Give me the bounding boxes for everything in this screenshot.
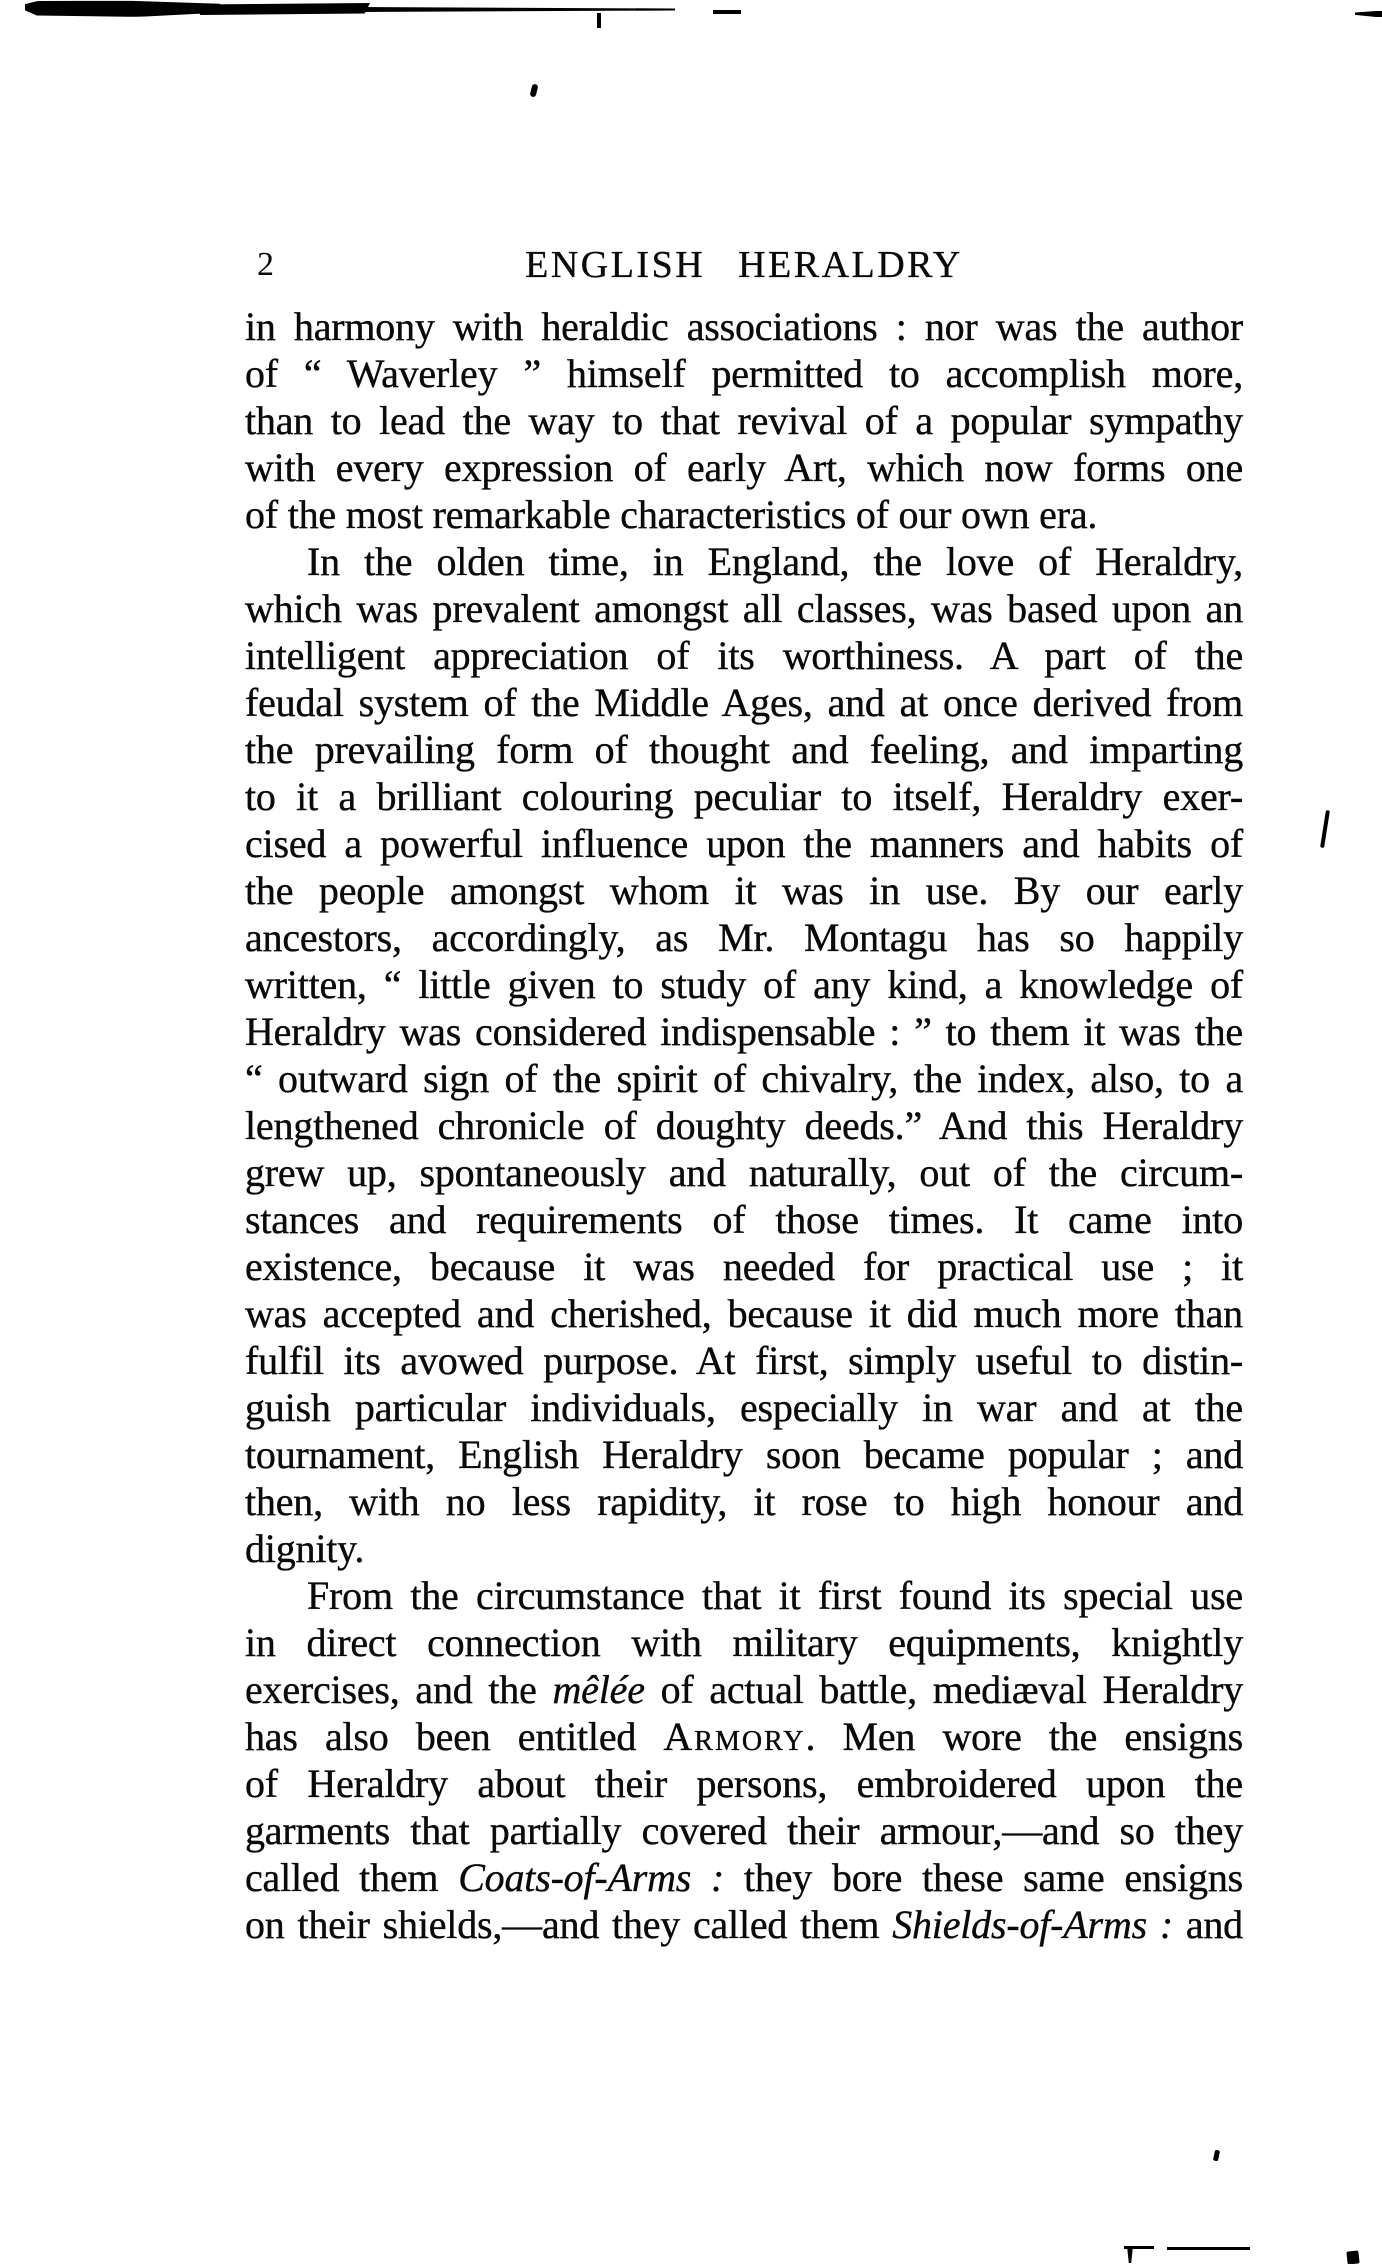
scan-artifact-bottom-line <box>1167 2247 1250 2250</box>
body-text: to it a brilliant colouring peculiar to itself, Heraldry exer- <box>245 774 1243 819</box>
text-line <box>245 1854 1243 1901</box>
body-text: called them <box>245 1855 459 1900</box>
body-text: in harmony with heraldic associations : nor was the author <box>245 304 1243 349</box>
body-text: they bore these same ensigns <box>724 1855 1243 1900</box>
scan-artifact-margin-stroke <box>1320 810 1330 848</box>
text-line <box>245 1619 1243 1666</box>
text-line <box>245 538 1243 585</box>
body-text: which was prevalent amongst all classes, was based upon an <box>245 586 1243 631</box>
page-title: ENGLISH HERALDRY <box>525 244 963 286</box>
body-text: feudal system of the Middle Ages, and at once derived from <box>245 680 1243 725</box>
text-line <box>245 1901 1243 1948</box>
body-text: tournament, English Heraldry soon became popular ; and <box>245 1432 1243 1477</box>
body-text: of Heraldry about their persons, embroidered upon the <box>245 1761 1243 1806</box>
text-line <box>245 1713 1243 1760</box>
body-text: of “ Waverley ” himself permitted to accomplish more, <box>245 351 1243 396</box>
body-text: of the most remarkable characteristics of our own era. <box>245 492 1098 537</box>
text-line <box>245 961 1243 1008</box>
page-number: 2 <box>257 246 274 283</box>
body-text: intelligent appreciation of its worthiness. A part of the <box>245 633 1243 678</box>
smallcaps-text: Armory <box>663 1714 806 1759</box>
text-line <box>245 1478 1243 1525</box>
text-line <box>245 726 1243 773</box>
body-text: with every expression of early Art, which now forms one <box>245 445 1243 490</box>
scan-artifact-bottom-t-stem <box>1127 2246 1133 2263</box>
text-line <box>245 1666 1243 1713</box>
body-text: From the circumstance that it first found its special use <box>307 1573 1243 1618</box>
body-text: garments that partially covered their armour,—and so they <box>245 1808 1243 1853</box>
italic-text: mêlée <box>552 1667 645 1712</box>
body-text: . Men wore the ensigns <box>805 1714 1243 1759</box>
text-line <box>245 632 1243 679</box>
body-text: in direct connection with military equipments, knightly <box>245 1620 1243 1665</box>
body-text: written, “ little given to study of any kind, a knowledge of <box>245 962 1243 1007</box>
scan-artifact-top-line <box>360 7 675 12</box>
text-line <box>245 1196 1243 1243</box>
body-text: In the olden time, in England, the love of Heraldry, <box>307 539 1243 584</box>
italic-text: Shields-of-Arms : <box>892 1902 1173 1947</box>
scan-artifact-top-speck <box>530 83 539 97</box>
text-line <box>245 1290 1243 1337</box>
text-line <box>245 350 1243 397</box>
scan-artifact-bottom-blob <box>1346 2250 1359 2264</box>
body-text: of actual battle, mediæval Heraldry <box>644 1667 1243 1712</box>
body-text: Heraldry was considered indispensable : ” to them it was the <box>245 1009 1243 1054</box>
scan-artifact-top-bar-left <box>25 0 220 18</box>
body-text: the prevailing form of thought and feeling, and imparting <box>245 727 1243 772</box>
body-text: than to lead the way to that revival of a popular sympathy <box>245 398 1243 443</box>
text-line <box>245 1760 1243 1807</box>
paragraph <box>245 303 1243 538</box>
body-text: the people amongst whom it was in use. By our early <box>245 868 1243 913</box>
body-text: “ outward sign of the spirit of chivalry, the index, also, to a <box>245 1056 1243 1101</box>
text-line <box>245 1572 1243 1619</box>
text-line <box>245 1431 1243 1478</box>
text-line <box>245 491 1243 538</box>
body-text: was accepted and cherished, because it did much more than <box>245 1291 1243 1336</box>
text-line <box>245 820 1243 867</box>
italic-text: Coats-of-Arms : <box>458 1855 725 1900</box>
scan-artifact-top-bar-mid <box>195 3 370 15</box>
text-line <box>245 773 1243 820</box>
paragraph <box>245 1572 1243 1948</box>
body-text: then, with no less rapidity, it rose to high honour and <box>245 1479 1243 1524</box>
text-line <box>245 303 1243 350</box>
page-body <box>245 303 1243 1948</box>
scan-artifact-bottom-speck <box>1213 2150 1220 2162</box>
text-line <box>245 1525 1243 1572</box>
running-head <box>245 242 1243 289</box>
text-line <box>245 444 1243 491</box>
body-text: guish particular individuals, especially in war and at the <box>245 1385 1243 1430</box>
text-line <box>245 914 1243 961</box>
text-line <box>245 1384 1243 1431</box>
text-line <box>245 1149 1243 1196</box>
body-text: on their shields,—and they called them <box>245 1902 893 1947</box>
body-text: exercises, and the <box>245 1667 553 1712</box>
body-text: existence, because it was needed for practical use ; it <box>245 1244 1243 1289</box>
body-text: grew up, spontaneously and naturally, out of the circum- <box>245 1150 1243 1195</box>
body-text: has also been entitled <box>245 1714 664 1759</box>
body-text: dignity. <box>245 1526 365 1571</box>
body-text: lengthened chronicle of doughty deeds.” And this Heraldry <box>245 1103 1243 1148</box>
paragraph <box>245 538 1243 1572</box>
text-line <box>245 1102 1243 1149</box>
scan-artifact-top-right-dash <box>1355 11 1382 17</box>
scan-artifact-top-dash <box>713 10 741 14</box>
text-line <box>245 1807 1243 1854</box>
text-line <box>245 867 1243 914</box>
text-line <box>245 1337 1243 1384</box>
body-text: ancestors, accordingly, as Mr. Montagu has so happily <box>245 915 1243 960</box>
text-line <box>245 1055 1243 1102</box>
body-text: and <box>1172 1902 1243 1947</box>
scan-artifact-top-tick <box>597 13 601 28</box>
body-text: stances and requirements of those times. It came into <box>245 1197 1243 1242</box>
text-line <box>245 1008 1243 1055</box>
body-text: fulfil its avowed purpose. At first, simply useful to distin- <box>245 1338 1243 1383</box>
text-line <box>245 1243 1243 1290</box>
text-line <box>245 585 1243 632</box>
text-line <box>245 397 1243 444</box>
body-text: cised a powerful influence upon the manners and habits of <box>245 821 1243 866</box>
text-line <box>245 679 1243 726</box>
